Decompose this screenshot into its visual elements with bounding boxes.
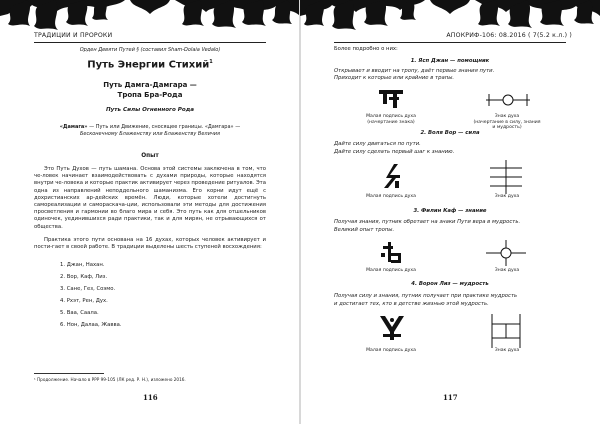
signature-caption: Малая подпись духа: [366, 348, 416, 353]
intro-line-2: Бесконечному Блаженству или Блаженству Величия: [79, 131, 221, 137]
running-header: ТРАДИЦИИ И ПРОРОКИ: [34, 30, 118, 41]
intro-term: «Дамага»: [59, 124, 88, 130]
footnote-rule: [34, 373, 104, 374]
caption-line: Знак духа: [494, 114, 520, 119]
vor-signature-icon: [380, 163, 404, 189]
list-item: 3. Сане, Гез, Соэмо.: [60, 286, 116, 292]
spirit-heading: 2. Воля Вор — сила: [420, 130, 480, 136]
spirit-heading: 3. Филин Каф — знание: [413, 208, 487, 214]
spirit-heading: 1. Ясп Джан — помощник: [410, 58, 490, 64]
header-rule: [334, 42, 566, 43]
subtitle-line-1: Путь Дамга-Дамгара —: [103, 81, 197, 89]
sign-caption: Знак духа: [494, 194, 520, 199]
subtitle-line-2: Тропа Бра-Рода: [117, 91, 183, 99]
title-text: Путь Энергии Стихий: [87, 59, 210, 71]
caption-line: (начертание знака): [367, 119, 415, 125]
caption-line: Малая подпись духа: [366, 114, 416, 119]
liz-signature-icon: [378, 315, 406, 341]
spirit-text: Приходит к которые или крайние в трапы.: [334, 75, 455, 81]
list-item: 4. Рхэт, Рен, Дух.: [60, 298, 108, 304]
sign-caption: Знак духа: [494, 348, 520, 353]
signature-caption: Малая подпись духа: [366, 194, 416, 199]
page-number: 116: [143, 393, 158, 402]
sign-caption: Знак духа: [494, 268, 520, 273]
spirit-text: и достигает тех, кто в детстве жизнью этой мудрость.: [334, 301, 489, 307]
header-rule: [34, 42, 266, 43]
editor-line: Орден Девяти Путей § (составил Sham-Dolaia Vedalo): [79, 47, 221, 53]
page-title: [34, 56, 266, 71]
title-footnote-mark: 1: [209, 59, 213, 65]
vor-sign-icon: [488, 160, 524, 194]
running-header: АПОКРИФ-106: 08.2016 ( 7(5.2 к.л.) ): [398, 30, 572, 41]
page-number: 117: [443, 393, 458, 402]
kaf-signature-icon: [380, 241, 404, 265]
signature-caption: [356, 114, 426, 125]
spirit-text: Получая знания, путник обретает на знаки Пути вера в мудрость.: [334, 219, 521, 225]
jan-signature-icon: [378, 88, 404, 112]
spirit-text: Великий опыт тропы.: [334, 227, 395, 233]
right-page: [300, 0, 600, 424]
liz-sign-icon: [488, 314, 524, 348]
intro-rest: — Путь или Движение, сносящее границы. «Дамгара» —: [87, 124, 241, 130]
list-item: 1. Джан, Нахан.: [60, 262, 105, 268]
spirit-text: Получая силу и знания, путник получает при практике мудрость: [334, 293, 518, 299]
list-item: 5. Ваа, Саала.: [60, 310, 99, 316]
spirit-text: Дайте силу двигаться по пути.: [334, 141, 421, 147]
list-item: 6. Нон, Далаа, Жавва.: [60, 322, 122, 328]
footnote: ¹ Продолжение. Начало в РРР 99-105 (ЛК ред. Р. Н.), изложено 2016.: [34, 377, 186, 382]
basics-heading: Опыт: [141, 153, 159, 159]
list-item: 2. Вор, Каф, Лиз.: [60, 274, 108, 280]
caption-line: (начертание в силу, знания и мудрость): [473, 119, 541, 131]
intro-text: Более подробно о них:: [334, 46, 398, 52]
steps-list: [60, 262, 260, 334]
signature-caption: Малая подпись духа: [366, 268, 416, 273]
jan-sign-icon: [486, 92, 530, 108]
kaf-sign-icon: [486, 240, 526, 266]
sign-caption: [472, 114, 542, 131]
section-heading: Путь Силы Огненного Рода: [105, 107, 195, 113]
paragraph-1: Это Путь Духов — путь шамана. Основа этой системы заключена в том, что че-ловек начинает взаимодействовать с духами природы, которые находятся внутри че-ловека и которые практик активирует через проведение ритуалов. Эта одна из направлений неподдельного шаманизма. Его корни идут ещё с дохристианских ар-дейских времён. Люди, которые хотели достигнуть самореализации и самораскача-ции, использовали эти методы для достижения просветления и гармонии во благо мира и себя. Это путь как для отшельников одиночек, уединившихся ради практики, так и для мирян, не отрывающихся от общества.: [34, 166, 266, 230]
paragraph-2: Практика этого пути основана на 16 духах, которых человек активирует и пости-гает в своей работе. В традиции выделены шесть ступеней восхождения:: [34, 237, 266, 251]
spirit-text: Дайте силу сделать первый шаг к знанию.: [334, 149, 455, 155]
spirit-heading: 4. Ворон Лиз — мудрость: [411, 281, 489, 287]
spirit-text: Открывает и вводит на тропу, даёт первые знания пути.: [334, 68, 495, 74]
